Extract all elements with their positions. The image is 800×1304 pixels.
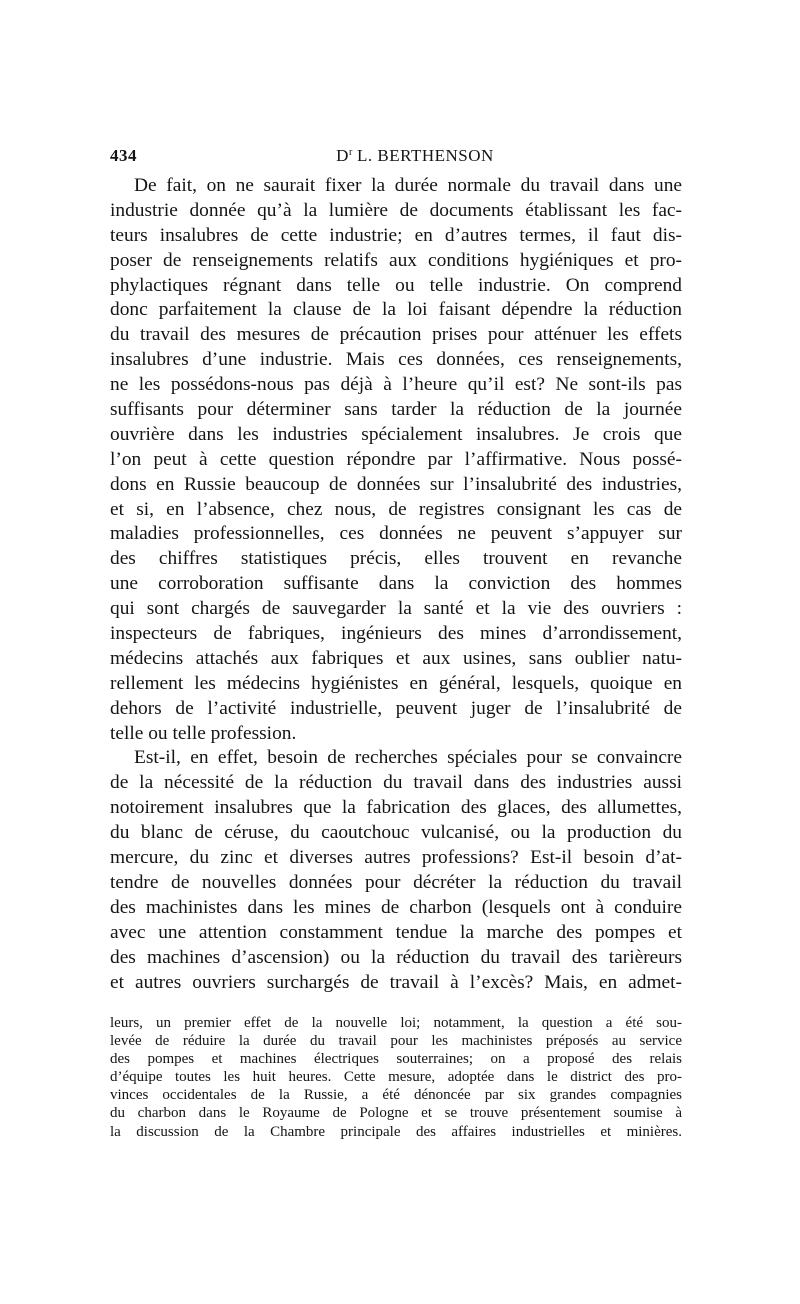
- author-title-superscript: r: [348, 147, 353, 158]
- text-line: des chiffres statistiques précis, elles trouvent en revanche: [110, 548, 682, 570]
- text-line: avec une attention constamment tendue la marche des pompes et: [110, 921, 682, 943]
- text-line: rellement les médecins hygiénistes en général, lesquels, quoique en: [110, 672, 682, 694]
- page-number: 434: [110, 146, 137, 165]
- text-line: telle ou telle profession.: [110, 722, 297, 744]
- text-line: et autres ouvriers surchargés de travail à l’excès? Mais, en admet-: [110, 971, 682, 993]
- text-line: des machines d’ascension) ou la réduction du travail des tarièreurs: [110, 946, 682, 968]
- text-line: donc parfaitement la clause de la loi faisant dépendre la réduction: [110, 299, 682, 321]
- footnote-line: leurs, un premier effet de la nouvelle loi; notamment, la question a été sou-: [110, 1015, 682, 1031]
- main-text: [110, 174, 682, 995]
- running-head: [110, 146, 680, 166]
- text-line: insalubres d’une industrie. Mais ces données, ces renseignements,: [110, 349, 682, 371]
- footnote-line: du charbon dans le Royaume de Pologne et se trouve présentement soumise à: [110, 1105, 682, 1122]
- page-header: [110, 146, 680, 168]
- text-line: inspecteurs de fabriques, ingénieurs des mines d’arrondissement,: [110, 623, 682, 645]
- text-line: suffisants pour déterminer sans tarder la réduction de la journée: [110, 399, 682, 421]
- text-line: notoirement insalubres que la fabrication des glaces, des allumettes,: [110, 797, 682, 819]
- text-line: ouvrière dans les industries spécialement insalubres. Je crois que: [110, 423, 682, 445]
- text-line: teurs insalubres de cette industrie; en d’autres termes, il faut dis-: [110, 224, 682, 246]
- text-line: maladies professionnelles, ces données ne peuvent s’appuyer sur: [110, 523, 682, 545]
- footnote-line: vinces occidentales de la Russie, a été dénoncée par six grandes compagnies: [110, 1087, 682, 1104]
- text-line: Est-il, en effet, besoin de recherches spéciales pour se convaincre: [134, 747, 682, 769]
- text-line: de la nécessité de la réduction du travail dans des industries aussi: [110, 772, 682, 794]
- text-line: tendre de nouvelles données pour décréter la réduction du travail: [110, 871, 682, 893]
- text-line: De fait, on ne saurait fixer la durée normale du travail dans une: [134, 175, 682, 196]
- footnote: [110, 1014, 682, 1141]
- text-line: dons en Russie beaucoup de données sur l’insalubrité des industries,: [110, 473, 682, 495]
- footnote-line: levée de réduire la durée du travail pour les machinistes préposés au service: [110, 1033, 682, 1050]
- text-line: l’on peut à cette question répondre par l’affirmative. Nous possé-: [110, 448, 682, 470]
- text-line: poser de renseignements relatifs aux conditions hygiéniques et pro-: [110, 249, 682, 271]
- text-line: phylactiques régnant dans telle ou telle industrie. On comprend: [110, 274, 682, 296]
- text-line: mercure, du zinc et diverses autres professions? Est-il besoin d’at-: [110, 847, 682, 869]
- text-line: une corroboration suffisante dans la conviction des hommes: [110, 573, 682, 595]
- text-line: industrie donnée qu’à la lumière de documents établissant les fac-: [110, 199, 682, 221]
- footnote-line: la discussion de la Chambre principale des affaires industrielles et minières.: [110, 1123, 682, 1140]
- text-line: du travail des mesures de précaution prises pour atténuer les effets: [110, 324, 682, 346]
- footnote-line: des pompes et machines électriques souterraines; on a proposé des relais: [110, 1051, 682, 1068]
- author-title: D: [336, 146, 349, 165]
- text-line: médecins attachés aux fabriques et aux usines, sans oublier natu-: [110, 647, 682, 669]
- text-line: ne les possédons-nous pas déjà à l’heure qu’il est? Ne sont-ils pas: [110, 374, 682, 396]
- text-line: et si, en l’absence, chez nous, de registres consignant les cas de: [110, 498, 682, 520]
- author-name: L. BERTHENSON: [357, 146, 494, 165]
- text-line: dehors de l’activité industrielle, peuvent juger de l’insalubrité de: [110, 697, 682, 719]
- text-line: du blanc de céruse, du caoutchouc vulcanisé, ou la production du: [110, 822, 682, 844]
- text-line: qui sont chargés de sauvegarder la santé et la vie des ouvriers :: [110, 598, 682, 620]
- text-line: des machinistes dans les mines de charbon (lesquels ont à conduire: [110, 896, 682, 918]
- footnote-line: d’équipe toutes les huit heures. Cette mesure, adoptée dans le district des pro-: [110, 1069, 682, 1086]
